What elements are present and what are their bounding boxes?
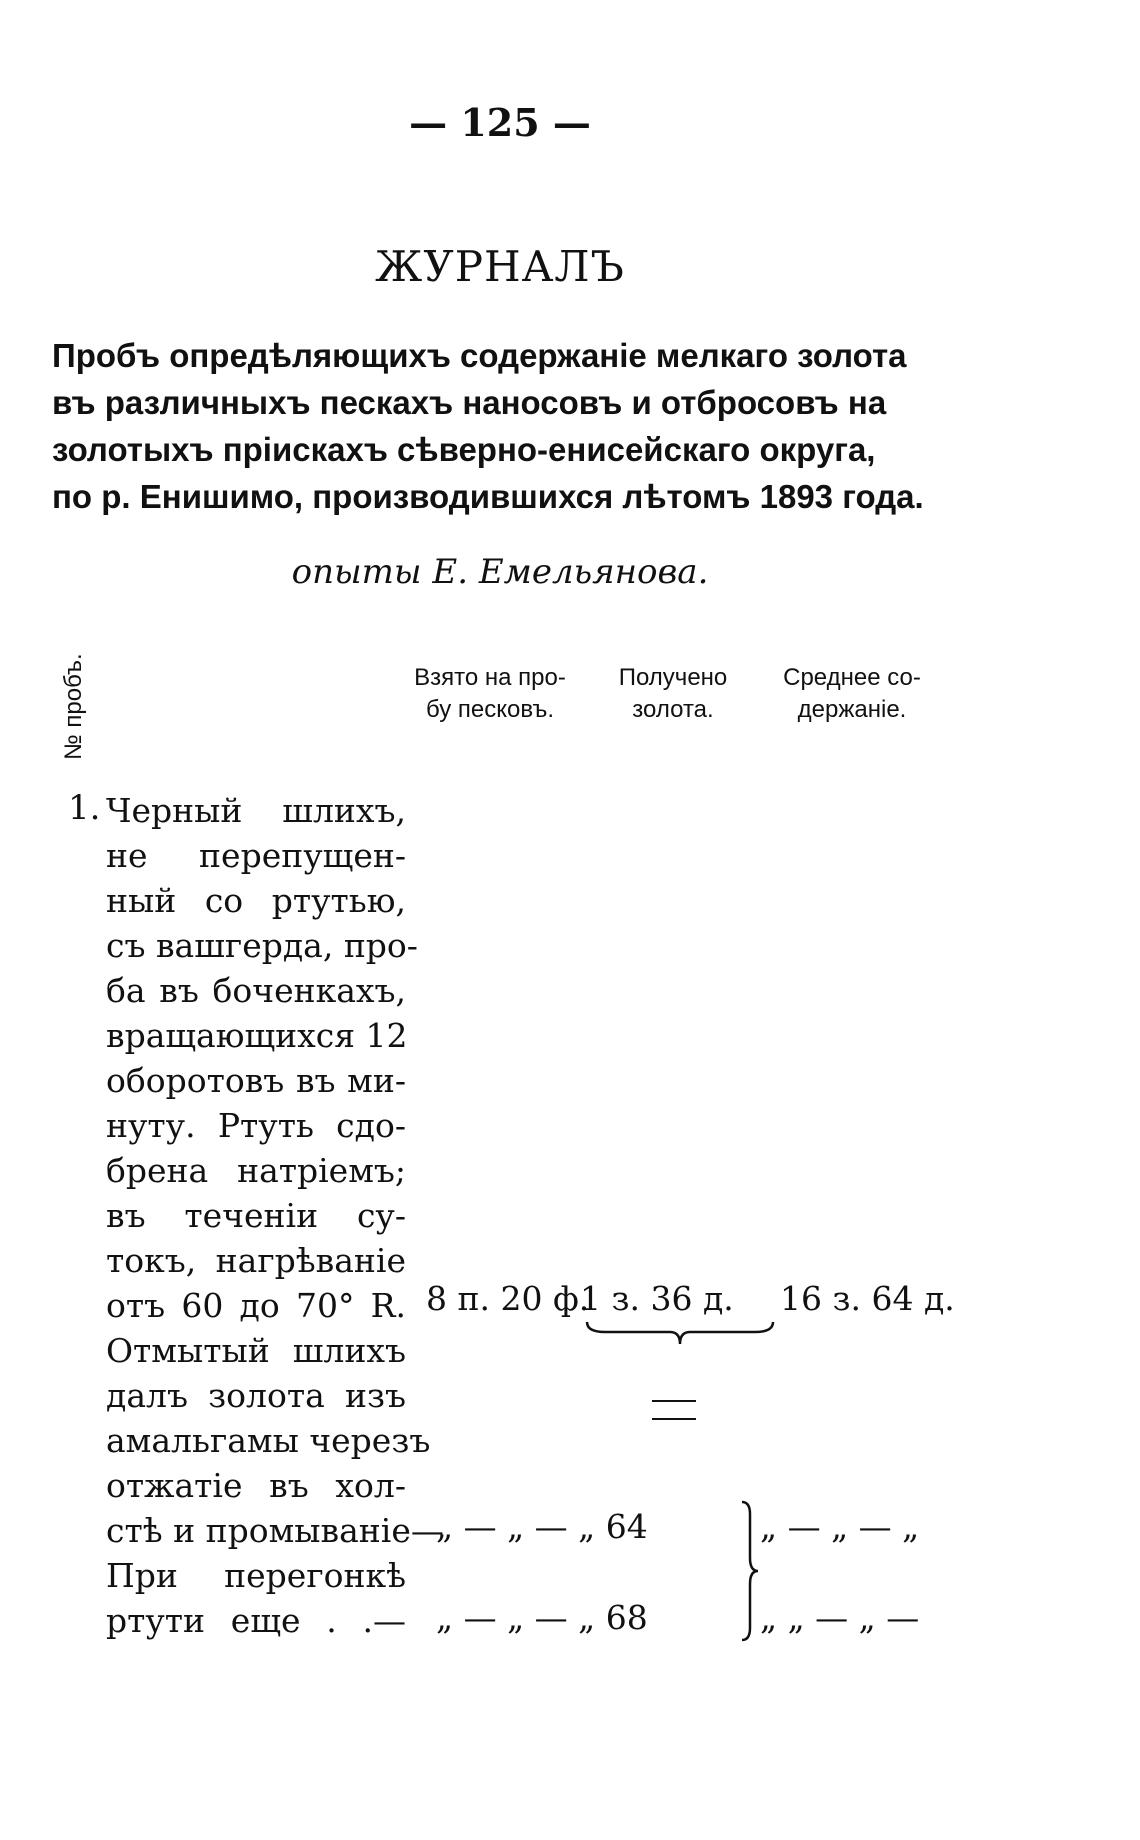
description-line: отжатіе въ хол- [106, 1466, 406, 1505]
subtitle [52, 332, 924, 520]
column-header-line: золота. [632, 696, 714, 723]
right-brace [738, 1500, 760, 1642]
description-line: не перепущен- [106, 836, 406, 875]
description-line: ный со ртутью, [106, 881, 406, 920]
column-header-line: Взято на про- [414, 664, 566, 691]
description-line: Отмытый шлихъ [106, 1331, 406, 1370]
column-header-gold [598, 662, 748, 726]
description-line: оборотовъ въ ми- [106, 1061, 406, 1100]
description-line: далъ золота изъ [106, 1376, 406, 1415]
description-line: отъ 60 до 70° R. [106, 1286, 406, 1325]
description-line: ба въ боченкахъ, [106, 971, 406, 1010]
description-line: нуту. Ртуть сдо- [106, 1106, 406, 1145]
sub-row-average: „ „ — „ — [760, 1598, 920, 1637]
description-line: амальгамы черезъ [106, 1421, 431, 1460]
description-line: съ вашгерда, про- [106, 926, 418, 965]
column-header-line: держаніе. [797, 696, 907, 723]
subtitle-line: по р. Енишимо, производившихся лѣтомъ 1893 года. [52, 478, 924, 515]
description-line: ртути еще . .— [106, 1601, 406, 1640]
column-header-taken [400, 662, 580, 726]
sub-row-gold: „ — „ — „ 64 [436, 1507, 648, 1546]
description-line: вращающихся 12 [106, 1016, 408, 1055]
subtitle-line: золотыхъ пріискахъ сѣверно-енисейскаго округа, [52, 431, 876, 468]
value-gold: 1 з. 36 д. [580, 1279, 734, 1318]
column-header-number [50, 640, 110, 780]
description-line: въ теченіи су- [106, 1196, 406, 1235]
value-taken: 8 п. 20 ф. [426, 1279, 590, 1318]
page-number: — 125 — [409, 100, 591, 145]
column-header-line: бу песковъ. [426, 696, 554, 723]
description-line: токъ, нагрѣваніе [106, 1241, 406, 1280]
value-average: 16 з. 64 д. [780, 1279, 955, 1318]
underbrace [585, 1318, 775, 1346]
column-header-line: Получено [618, 664, 728, 691]
author-line: опыты Е. Емельянова. [291, 552, 709, 592]
description-line: При перегонкѣ [106, 1556, 406, 1595]
sub-row-gold: „ — „ — „ 68 [436, 1598, 648, 1637]
page-title: ЖУРНАЛЪ [375, 242, 625, 291]
equals-sign [652, 1400, 696, 1420]
sub-row-average: „ — „ — „ [760, 1507, 920, 1546]
column-header-average [762, 662, 942, 726]
subtitle-line: въ различныхъ пескахъ наносовъ и отбросовъ на [52, 384, 887, 421]
description-line: брена натріемъ; [106, 1151, 406, 1190]
row-description [106, 788, 444, 1643]
description-line: Черный шлихъ, [106, 791, 406, 830]
description-line: стѣ и промываніе— [106, 1511, 444, 1550]
row-number: 1. [68, 788, 101, 828]
subtitle-line: Пробъ опредѣляющихъ содержаніе мелкаго золота [52, 337, 907, 374]
column-header-number-label: № пробъ. [60, 653, 87, 760]
column-header-line: Среднее со- [783, 664, 921, 691]
